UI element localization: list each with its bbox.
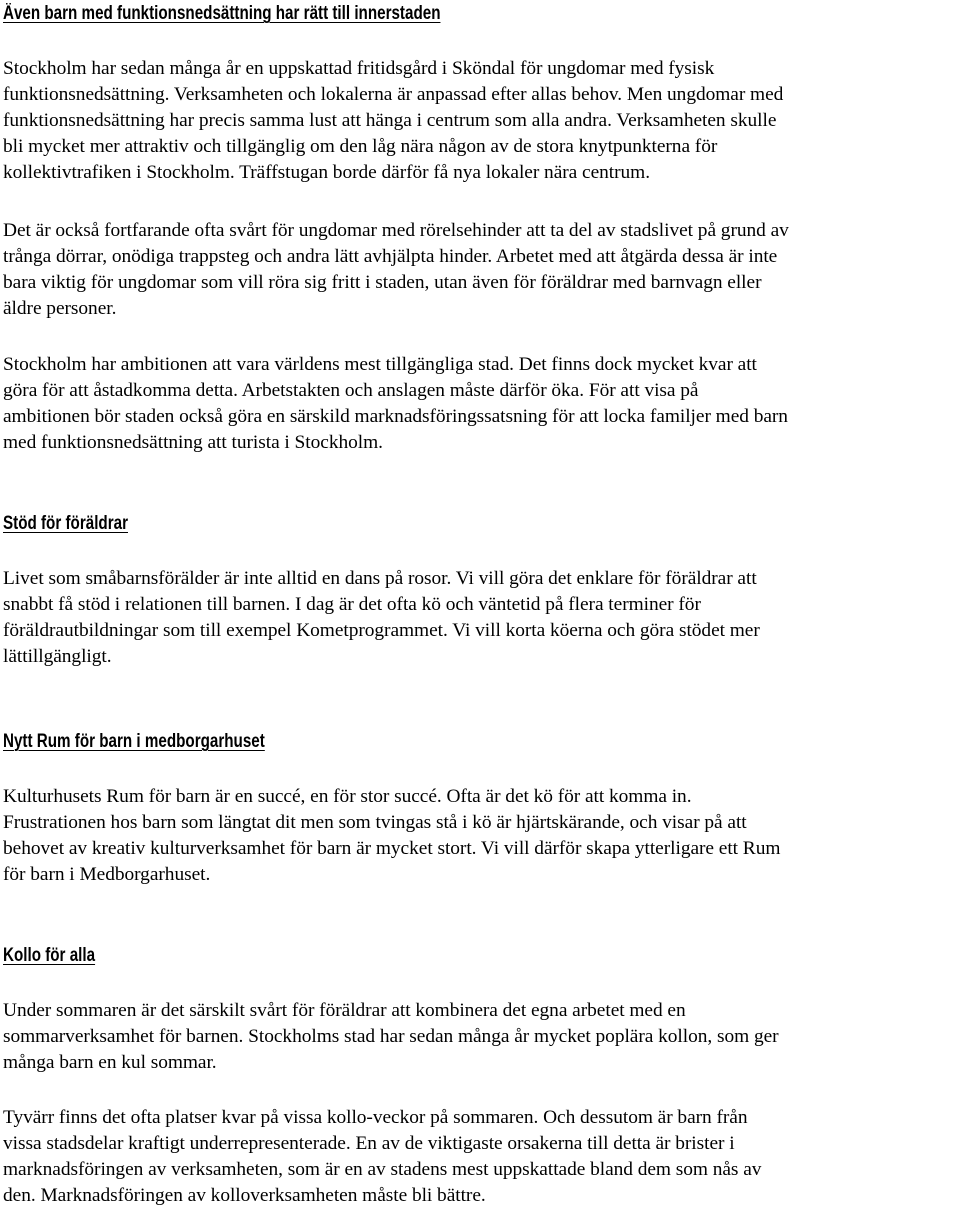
- paragraph-line: Frustrationen hos barn som längtat dit men som tvingas stå i kö är hjärtskärande, och visar på att: [3, 812, 747, 833]
- paragraph-line: funktionsnedsättning. Verksamheten och lokalerna är anpassad efter allas behov. Men ungdomar med: [3, 84, 784, 105]
- paragraph-line: bara viktig för ungdomar som vill röra sig fritt i staden, utan även för föräldrar med barnvagn eller: [3, 272, 762, 293]
- section-heading-innerstaden: Även barn med funktionsnedsättning har rätt till innerstaden: [3, 3, 441, 24]
- paragraph-line: marknadsföringen av verksamheten, som är en av stadens mest uppskattade bland dem som nås av: [3, 1159, 762, 1180]
- paragraph-line: Livet som småbarnsförälder är inte alltid en dans på rosor. Vi vill göra det enklare för föräldrar att: [3, 568, 757, 589]
- paragraph-line: lättillgängligt.: [3, 646, 112, 667]
- paragraph-line: Det är också fortfarande ofta svårt för ungdomar med rörelsehinder att ta del av stadslivet på grund av: [3, 220, 789, 241]
- paragraph-line: äldre personer.: [3, 298, 117, 319]
- paragraph-line: för barn i Medborgarhuset.: [3, 864, 211, 885]
- paragraph-line: Tyvärr finns det ofta platser kvar på vissa kollo-veckor på sommaren. Och dessutom är barn från: [3, 1107, 748, 1128]
- paragraph-line: behovet av kreativ kulturverksamhet för barn är mycket stort. Vi vill därför skapa ytterligare ett Rum: [3, 838, 781, 859]
- paragraph-line: funktionsnedsättning har precis samma lust att hänga i centrum som alla andra. Verksamheten skulle: [3, 110, 777, 131]
- paragraph-line: trånga dörrar, onödiga trappsteg och andra lätt avhjälpta hinder. Arbetet med att åtgärda dessa är inte: [3, 246, 778, 267]
- paragraph-line: föräldrautbildningar som till exempel Kometprogrammet. Vi vill korta köerna och göra stödet mer: [3, 620, 760, 641]
- paragraph: [3, 218, 958, 322]
- section-heading-stod-for-foraldrar: Stöd för föräldrar: [3, 513, 128, 534]
- paragraph-line: Kulturhusets Rum för barn är en succé, en för stor succé. Ofta är det kö för att komma in.: [3, 786, 692, 807]
- paragraph: [3, 784, 958, 888]
- paragraph-line: vissa stadsdelar kraftigt underrepresenterade. En av de viktigaste orsakerna till detta är brister i: [3, 1133, 735, 1154]
- paragraph-line: den. Marknadsföringen av kolloverksamheten måste bli bättre.: [3, 1185, 486, 1206]
- paragraph-line: många barn en kul sommar.: [3, 1052, 217, 1073]
- paragraph: [3, 56, 958, 186]
- paragraph: [3, 352, 958, 456]
- section-heading-kollo-for-alla: Kollo för alla: [3, 945, 96, 966]
- paragraph-line: snabbt få stöd i relationen till barnen. I dag är det ofta kö och väntetid på flera terminer för: [3, 594, 701, 615]
- paragraph-line: Stockholm har ambitionen att vara världens mest tillgängliga stad. Det finns dock mycket kvar att: [3, 354, 757, 375]
- paragraph-line: göra för att åstadkomma detta. Arbetstakten och anslagen måste därför öka. För att visa på: [3, 380, 699, 401]
- paragraph-line: sommarverksamhet för barnen. Stockholms stad har sedan många år mycket poplära kollon, som ger: [3, 1026, 779, 1047]
- section-heading-rum-for-barn: Nytt Rum för barn i medborgarhuset: [3, 731, 265, 752]
- paragraph-line: Stockholm har sedan många år en uppskattad fritidsgård i Sköndal för ungdomar med fysisk: [3, 58, 715, 79]
- paragraph-line: ambitionen bör staden också göra en särskild marknadsföringssatsning för att locka familjer med barn: [3, 406, 788, 427]
- paragraph: [3, 1105, 958, 1209]
- paragraph-line: kollektivtrafiken i Stockholm. Träffstugan borde därför få nya lokaler nära centrum.: [3, 162, 650, 183]
- paragraph-line: med funktionsnedsättning att turista i Stockholm.: [3, 432, 383, 453]
- paragraph: [3, 998, 958, 1076]
- paragraph: [3, 566, 958, 670]
- paragraph-line: Under sommaren är det särskilt svårt för föräldrar att kombinera det egna arbetet med en: [3, 1000, 686, 1021]
- paragraph-line: bli mycket mer attraktiv och tillgänglig om den låg nära någon av de stora knytpunkterna för: [3, 136, 718, 157]
